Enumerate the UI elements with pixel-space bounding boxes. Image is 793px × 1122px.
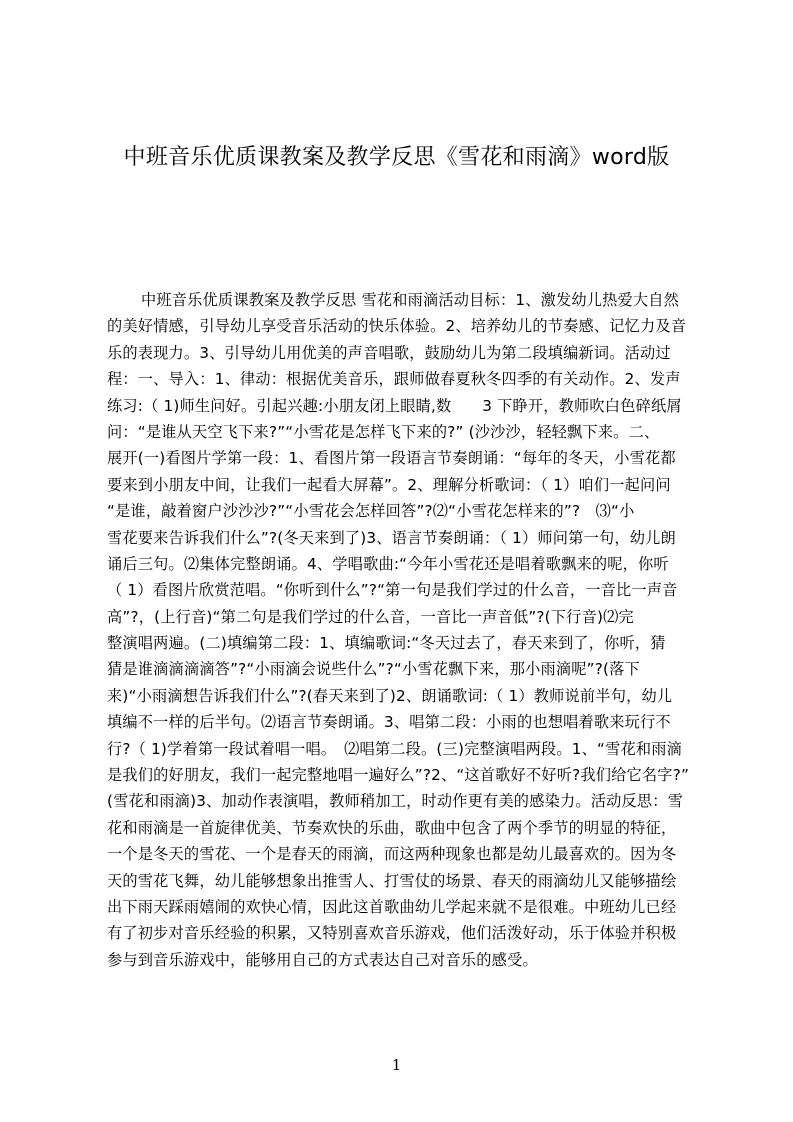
body-line: 填编不一样的后半句。⑵语言节奏朗诵。3、唱第二段：小雨的也想唱着歌来玩行不 [107, 713, 671, 732]
body-line: （ 1）看图片欣赏范唱。“你听到什么”?“第一句是我们学过的什么音，一音比一声音 [107, 581, 678, 600]
body-line: 问：“是谁从天空飞下来?”“小雪花是怎样飞下来的?” (沙沙沙，轻轻飘下来。二、 [107, 422, 660, 441]
body-line: 行?（ 1)学着第一段试着唱一唱。 ⑵唱第二段。(三)完整演唱两段。1、“雪花和雨滴 [107, 739, 683, 758]
body-line: 练习:（ 1)师生问好。引起兴趣:小朋友闭上眼睛,数 3 下睁开，教师吹白色碎纸屑 [107, 396, 682, 415]
body-line: 乐的表现力。3、引导幼儿用优美的声音唱歌，鼓励幼儿为第二段填编新词。活动过 [107, 343, 671, 362]
body-line: 中班音乐优质课教案及教学反思 雪花和雨滴活动目标：1、激发幼儿热爱大自然 [141, 291, 680, 309]
body-line: 猜是谁滴滴滴滴答”?“小雨滴会说些什么”?“小雪花飘下来，那小雨滴呢”?(落下 [107, 660, 640, 679]
body-line: 天的雪花飞舞，幼儿能够想象出推雪人、打雪仗的场景、春天的雨滴幼儿又能够描绘 [107, 871, 677, 890]
body-line: 参与到音乐游戏中，能够用自己的方式表达自己对音乐的感受。 [107, 950, 538, 969]
document-title: 中班音乐优质课教案及教学反思《雪花和雨滴》word版 [123, 145, 670, 170]
body-line: 整演唱两遍。(二)填编第二段：1、填编歌词:“冬天过去了，春天来到了，你听，猜 [107, 634, 666, 653]
body-line: 要来到小朋友中间，让我们一起看大屏幕”。2、理解分析歌词：（ 1）咱们一起问问 [107, 475, 671, 494]
body-line: 雪花要来告诉我们什么”?(冬天来到了)3、语言节奏朗诵：（ 1）师问第一句，幼儿朗 [107, 528, 676, 547]
body-line: 有了初步对音乐经验的积累，又特别喜欢音乐游戏，他们活泼好动，乐于体验并积极 [107, 924, 677, 943]
body-line: 花和雨滴是一首旋律优美、节奏欢快的乐曲，歌曲中包含了两个季节的明显的特征， [107, 818, 677, 837]
body-line: (雪花和雨滴)3、加动作表演唱，教师稍加工，时动作更有美的感染力。活动反思：雪 [107, 792, 684, 811]
page-number: 1 [391, 1056, 402, 1074]
body-line: 高”?，(上行音)“第二句是我们学过的什么音，一音比一声音低”?(下行音)⑵完 [107, 607, 634, 626]
body-line: 来)“小雨滴想告诉我们什么”?(春天来到了)2、朗诵歌词:（ 1）教师说前半句，幼儿 [107, 686, 673, 705]
body-line: 出下雨天踩雨嬉闹的欢快心情，因此这首歌曲幼儿学起来就不是很难。中班幼儿已经 [107, 897, 677, 916]
body-line: 程：一、导入：1、律动：根据优美音乐，跟师做春夏秋冬四季的有关动作。2、发声 [107, 370, 681, 389]
body-line: “是谁，敲着窗户沙沙沙?”“小雪花会怎样回答”?⑵“小雪花怎样来的”? ⑶“小 [107, 502, 635, 521]
body-line: 的美好情感，引导幼儿享受音乐活动的快乐体验。2、培养幼儿的节奏感、记忆力及音 [107, 317, 687, 336]
body-line: 是我们的好朋友，我们一起完整地唱一遍好么”?2、“这首歌好不好听?我们给它名字?” [107, 766, 690, 785]
document-body [107, 287, 699, 987]
body-line: 一个是冬天的雪花、一个是春天的雨滴，而这两种现象也都是幼儿最喜欢的。因为冬 [107, 845, 677, 864]
body-line: 展开(一)看图片学第一段：1、看图片第一段语言节奏朗诵：“每年的冬天，小雪花都 [107, 449, 676, 468]
body-line: 诵后三句。⑵集体完整朗诵。4、学唱歌曲:“今年小雪花还是唱着歌飘来的呢，你听 [107, 554, 669, 573]
